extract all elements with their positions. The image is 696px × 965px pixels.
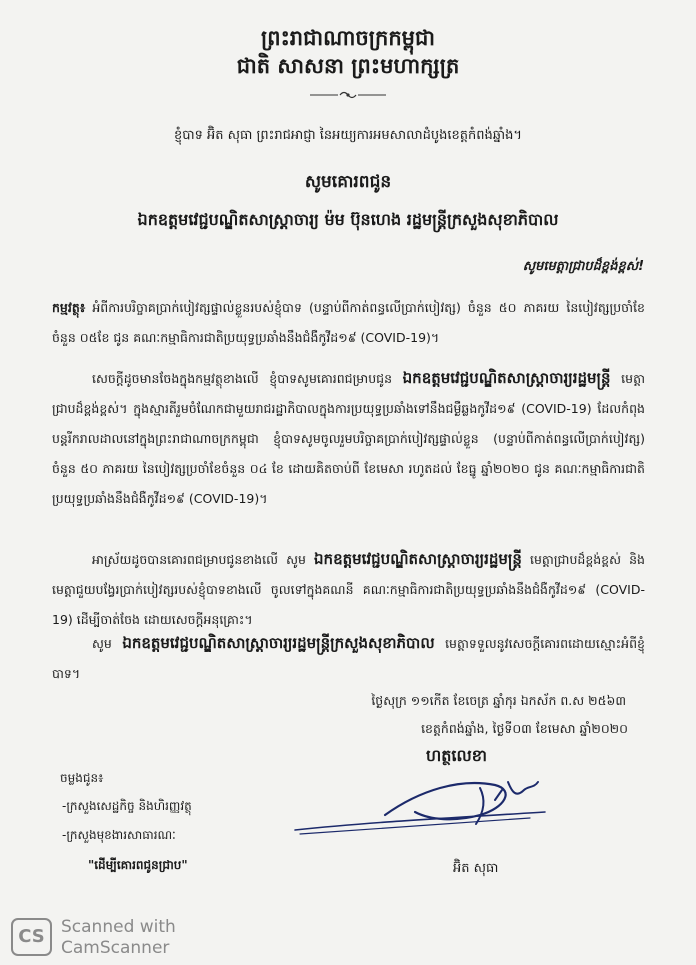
cc-item-1: -ក្រសួងសេដ្ឋកិច្ច និងហិរញ្ញវត្ថុ [62,799,192,813]
cc-label: ចម្លងជូន៖ [60,771,104,785]
cc-note: "ដើម្បីគោរពជូនជ្រាប" [88,858,188,872]
p2-bold: ឯកឧត្តមវេជ្ជបណ្ឌិតសាស្ត្រាចារ្យរដ្ឋមន្ត្រី [314,550,522,568]
recipient-line: ឯកឧត្តមវេជ្ជបណ្ឌិតសាស្ត្រាចារ្យ ម៉ម ប៊ុនហេង រដ្ឋមន្ត្រីក្រសួងសុខាភិបាល [137,210,559,229]
kingdom-title: ព្រះរាជាណាចក្រកម្ពុជា [260,26,435,50]
subject-text: អំពីការបរិច្ចាគប្រាក់បៀវត្សផ្ទាល់ខ្លួនរបស់ខ្ញុំបាទ (បន្ទាប់ពីកាត់ពន្ធលើប្រាក់បៀវត្ស) ចំនួន ៥០ ភាគរយ នៃបៀវត្សប្រចាំខែ ចំនួន ០៥ខែ ជូន គណៈកម្មាធិការជាតិប្រយុទ្ធប្រឆាំងនឹងជំងឺកូវីដ១៩ (COVID-19)។ [52,300,645,345]
date-lunar: ថ្ងៃសុក្រ ១១កើត ខែចេត្រ ឆ្នាំកុរ ឯកស័ក ព.ស ២៥៦៣ [371,693,626,708]
p3-lead: សូម [92,636,112,651]
cc-item-2: -ក្រសួងមុខងារសាធារណៈ [62,828,176,842]
watermark-line-2: CamScanner [61,938,170,958]
date-solar: ខេត្តកំពង់ឆ្នាំង, ថ្ងៃទី០៣ ខែមេសា ឆ្នាំ២០២០ [421,721,628,736]
signature-title: ហត្ថលេខា [426,746,487,765]
body-paragraph-2 [52,544,645,635]
signer-name: អ៊ិត សុធា [453,861,499,876]
p1-lead: សេចក្ដីដូចមានចែងក្នុងកម្មវត្ថុខាងលើ ខ្ញុំបាទសូមគោរពជម្រាបជូន [92,371,393,386]
camscanner-logo-icon: CS [11,918,52,956]
p1-rest: មេត្តាជ្រាបដ៏ខ្ពង់ខ្ពស់។ ក្នុងស្មារតីរួមចំណែកជាមួយរាជរដ្ឋាភិបាលក្នុងការប្រយុទ្ធប្រឆាំងទៅនឹងជម្ងឺឆ្លងកូវីដ១៩ (COVID-19) ដែលកំពុងបន្តរីករាលដាលនៅក្នុងព្រះរាជាណាចក្រកម្ពុជា ខ្ញុំបាទសូមចូលរួមបរិច្ចាគប្រាក់បៀវត្សផ្ទាល់ខ្លួន (បន្ទាប់ពីកាត់ពន្ធលើប្រាក់បៀវត្ស) ចំនួន ៥០ ភាគរយ នៃបៀវត្សប្រចាំខែចំនួន ០៤ ខែ ដោយគិតចាប់ពី ខែមេសា រហូតដល់ ខែធ្នូ ឆ្នាំ២០២០ ជូន គណៈកម្មាធិការជាតិប្រយុទ្ធប្រឆាំងនឹងជំងឺកូវីដ១៩ (COVID-19)។ [52,371,645,506]
subject-block [52,293,645,353]
handwritten-signature [290,760,560,854]
ornament-divider [0,89,696,101]
p1-bold: ឯកឧត្តមវេជ្ជបណ្ឌិតសាស្ត្រាចារ្យរដ្ឋមន្ត្រី [402,369,611,387]
body-paragraph-3 [52,628,645,689]
sender-line: ខ្ញុំបាទ អ៊ិត សុធា ព្រះរាជអាជ្ញា នៃអយ្យការអមសាលាដំបូងខេត្តកំពង់ឆ្នាំង។ [173,128,522,143]
watermark-line-1: Scanned with [61,917,176,937]
request-phrase: សូមមេត្តាជ្រាបដ៏ខ្ពង់ខ្ពស់! [522,259,644,274]
p2-rest: មេត្តាជ្រាបដ៏ខ្ពង់ខ្ពស់ និងមេត្តាជួយបង្វែរប្រាក់បៀវត្សរបស់ខ្ញុំបាទខាងលើ ចូលទៅក្នុងគណនី គណៈកម្មាធិការជាតិប្រយុទ្ធប្រឆាំងនឹងជំងឺកូវីដ១៩ (COVID-19) ដើម្បីចាត់ចែង ដោយសេចក្ដីអនុគ្រោះ។ [52,552,645,627]
subject-label: កម្មវត្ថុ៖ [52,300,86,315]
p3-bold: ឯកឧត្តមវេជ្ជបណ្ឌិតសាស្ត្រាចារ្យរដ្ឋមន្ត្រីក្រសួងសុខាភិបាល [122,634,435,652]
p3-rest: មេត្តាទទួលនូវសេចក្ដីគោរពដោយស្មោះអំពីខ្ញុំបាទ។ [52,636,645,681]
respectfully-to: សូមគោរពជូន [304,172,392,192]
p2-lead: អាស្រ័យដូចបានគោរពជម្រាបជូនខាងលើ សូម [92,552,306,567]
body-paragraph-1 [52,363,645,514]
national-motto: ជាតិ សាសនា ព្រះមហាក្សត្រ [236,54,460,78]
